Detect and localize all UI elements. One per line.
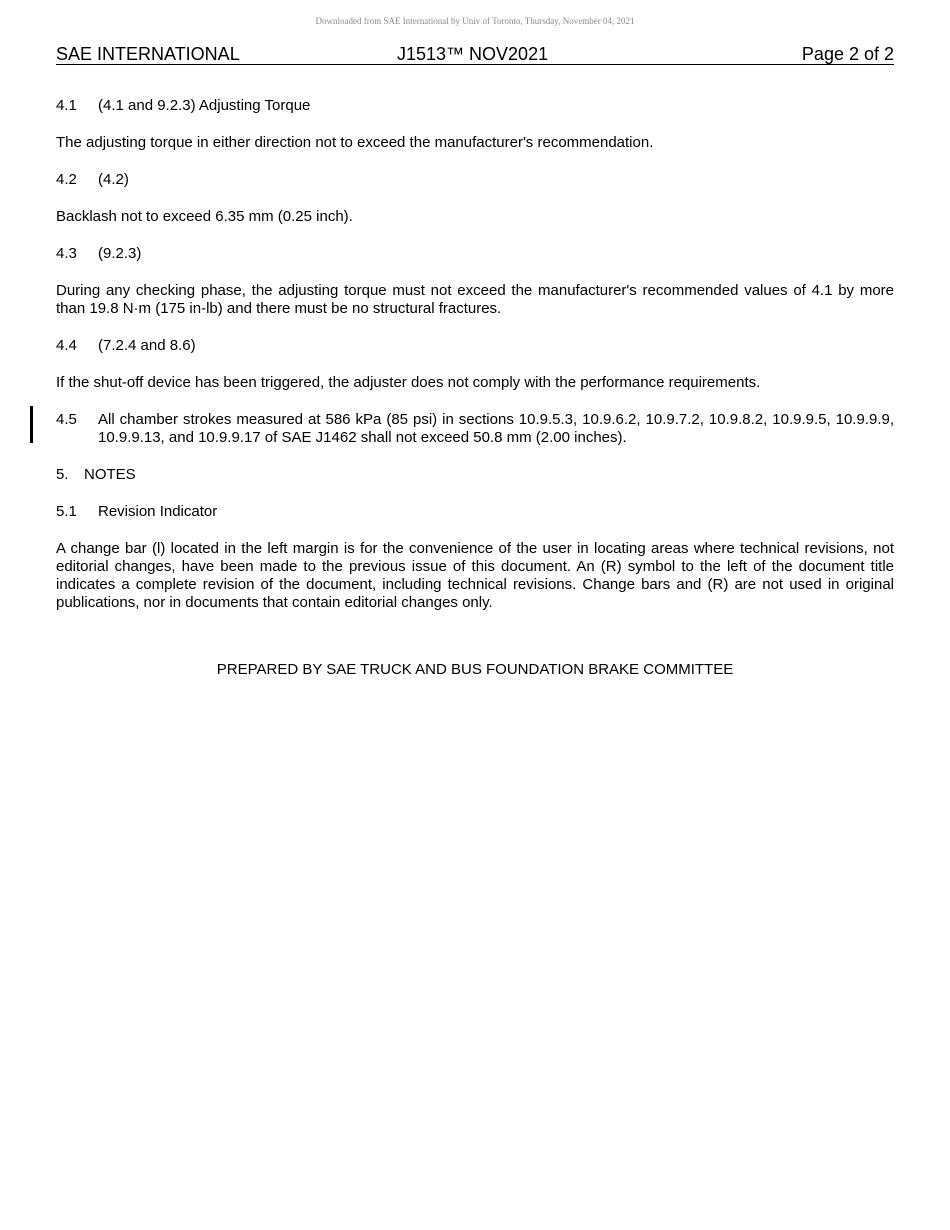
section-number: 4.4 <box>56 337 77 354</box>
header-organization: SAE INTERNATIONAL <box>56 44 240 64</box>
section-title: (7.2.4 and 8.6) <box>98 337 196 354</box>
section-4-5 <box>56 411 894 447</box>
section-4-1-text: The adjusting torque in either direction not to exceed the manufacturer's recommendation. <box>56 134 654 151</box>
change-bar <box>30 406 33 443</box>
section-5-heading <box>56 466 894 484</box>
section-4-2-text: Backlash not to exceed 6.35 mm (0.25 inch). <box>56 208 353 225</box>
section-4-4-heading <box>56 337 894 355</box>
section-title: (4.2) <box>98 171 129 188</box>
section-number: 5. <box>56 466 69 483</box>
header-document-id: J1513™ NOV2021 <box>397 44 549 64</box>
section-4-3-text: During any checking phase, the adjusting torque must not exceed the manufacturer's recommended values of 4.1 by more than 19.8 N·m (175 in-lb) and there must be no structural fractures. <box>56 282 894 317</box>
section-title: Revision Indicator <box>98 503 218 520</box>
download-watermark: Downloaded from SAE International by Univ of Toronto, Thursday, November 04, 2021 <box>315 16 635 26</box>
section-number: 4.5 <box>56 411 77 428</box>
section-4-5-text: All chamber strokes measured at 586 kPa (85 psi) in sections 10.9.5.3, 10.9.6.2, 10.9.7.2, 10.9.8.2, 10.9.9.5, 10.9.9.9, 10.9.9.13, and 10.9.9.17 of SAE J1462 shall not exceed 50.8 mm (2.00 inches). <box>98 411 894 446</box>
section-number: 4.1 <box>56 97 77 114</box>
section-title: (9.2.3) <box>98 245 142 262</box>
document-body <box>56 97 894 631</box>
section-title: (4.1 and 9.2.3) Adjusting Torque <box>98 97 311 114</box>
section-4-1-heading <box>56 97 894 115</box>
section-number: 4.2 <box>56 171 77 188</box>
section-4-2-heading <box>56 171 894 189</box>
section-4-3-heading <box>56 245 894 263</box>
section-number: 5.1 <box>56 503 77 520</box>
section-title: NOTES <box>84 466 136 483</box>
section-5-1-heading <box>56 503 894 521</box>
section-5-1-text: A change bar (l) located in the left margin is for the convenience of the user in locating areas where technical revisions, not editorial changes, have been made to the previous issue of this document. An (R) symbol to the left of the document title indicates a complete revision of the document, including technical revisions. Change bars and (R) are not used in original publications, nor in documents that contain editorial changes only. <box>56 540 894 611</box>
prepared-by-statement: PREPARED BY SAE TRUCK AND BUS FOUNDATION BRAKE COMMITTEE <box>216 661 734 678</box>
page-header <box>56 44 894 65</box>
section-number: 4.3 <box>56 245 77 262</box>
section-4-4-text: If the shut-off device has been triggered, the adjuster does not comply with the performance requirements. <box>56 374 761 391</box>
header-page-number: Page 2 of 2 <box>801 44 894 64</box>
